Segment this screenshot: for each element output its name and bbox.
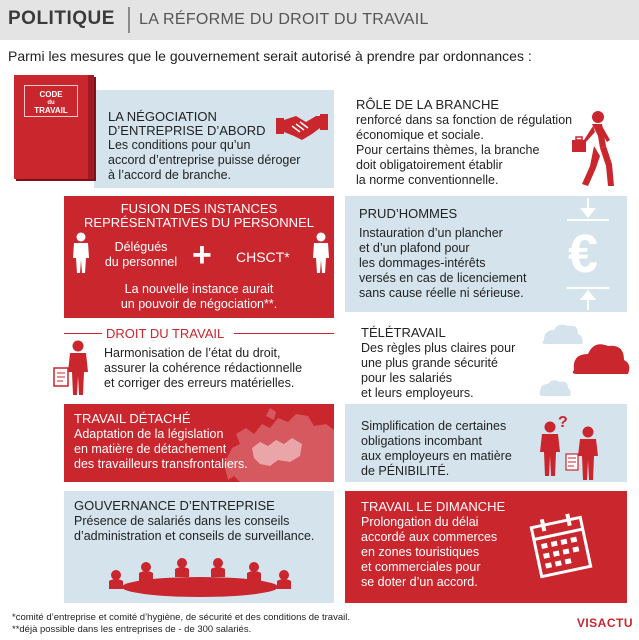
- walking-man-briefcase-icon: [568, 110, 616, 190]
- teletravail-body-line-3: pour les salariés: [361, 371, 453, 385]
- gouvernance-body-line-2: d’administration et conseils de surveillance.: [74, 529, 315, 543]
- worker-with-paper-icon: [564, 426, 604, 482]
- teletravail-body-line-1: Des règles plus claires pour: [361, 341, 516, 355]
- visactu-logo: [577, 616, 633, 630]
- dimanche-body-line-2: accordé aux commerces: [361, 530, 498, 544]
- penibilite-body-line-3: aux employeurs en matière: [361, 449, 512, 463]
- calendar-icon: [526, 510, 596, 584]
- fusion-title-line-2: REPRÉSENTATIVES DU PERSONNEL: [84, 215, 314, 230]
- gouvernance-body-line-1: Présence de salariés dans les conseils: [74, 514, 290, 528]
- fusion-title-line-1: FUSION DES INSTANCES: [120, 201, 278, 216]
- question-mark: ?: [558, 414, 568, 431]
- detache-body-line-3: des travailleurs transfrontaliers.: [74, 457, 248, 471]
- branche-body-line-5: la norme conventionnelle.: [356, 173, 499, 187]
- branche-body: [356, 113, 572, 188]
- penibilite-body-line-1: Simplification de certaines: [361, 419, 507, 433]
- prudhommes-body: [359, 226, 526, 301]
- board-meeting-icon: [100, 545, 300, 599]
- teletravail-body: [361, 341, 515, 401]
- header-divider: [128, 7, 130, 33]
- negociation-body-line-2: accord d’entreprise puisse déroger: [108, 153, 301, 167]
- branche-body-line-3: Pour certains thèmes, la branche: [356, 143, 540, 157]
- detache-body-line-2: en matière de détachement: [74, 442, 227, 456]
- negociation-title: [108, 110, 265, 138]
- prudhommes-body-line-4: versés en cas de licenciement: [359, 271, 527, 285]
- page-title: LA RÉFORME DU DROIT DU TRAVAIL: [139, 11, 429, 28]
- teletravail-body-line-2: une plus grande sécurité: [361, 356, 498, 370]
- branche-body-line-2: économique et sociale.: [356, 128, 484, 142]
- branche-body-line-1: renforcé dans sa fonction de régulation: [356, 113, 573, 127]
- plus-sign: +: [192, 236, 212, 274]
- negociation-body: [108, 138, 300, 183]
- delegues-line-2: du personnel: [104, 255, 178, 269]
- droit-body-line-2: assurer la cohérence rédactionnelle: [104, 361, 303, 375]
- dimanche-body-line-1: Prolongation du délai: [361, 515, 479, 529]
- droit-body-line-1: Harmonisation de l’état du droit,: [104, 346, 281, 360]
- droit-body-line-3: et corriger des erreurs matérielles.: [104, 376, 295, 390]
- footnote-1: *comité d’entreprise et comité d’hygiène, de sécurité et des conditions de travail.: [12, 612, 350, 623]
- chsct-label: CHSCT*: [236, 249, 290, 265]
- delegues-line-1: Délégués: [114, 240, 168, 254]
- fusion-note-line-2: un pouvoir de négociation**.: [120, 297, 278, 311]
- prudhommes-body-line-2: et d’un plafond pour: [359, 241, 470, 255]
- code-du-travail-book-icon: [14, 75, 94, 179]
- dimanche-body-line-3: en zones touristiques: [361, 545, 480, 559]
- delegue-person-icon: [72, 232, 90, 274]
- droit-body: [104, 346, 302, 391]
- chsct-person-icon: [312, 232, 330, 274]
- handshake-icon: [276, 104, 328, 148]
- logo-part-1: VIS: [576, 616, 598, 630]
- negociation-title-line-1: LA NÉGOCIATION: [108, 109, 217, 124]
- prudhommes-body-line-5: sans cause réelle ni sérieuse.: [359, 286, 524, 300]
- droit-divider-right: [234, 333, 334, 334]
- negociation-title-line-2: D’ENTREPRISE D’ABORD: [108, 123, 266, 138]
- prudhommes-body-line-3: les dommages-intérêts: [359, 256, 486, 270]
- dimanche-body: [361, 515, 497, 590]
- droit-divider-left: [64, 333, 102, 334]
- negociation-body-line-1: Les conditions pour qu’un: [108, 138, 251, 152]
- book-line-3: TRAVAIL: [34, 106, 68, 115]
- prudhommes-body-line-1: Instauration d’un plancher: [359, 226, 503, 240]
- teletravail-title: TÉLÉTRAVAIL: [361, 325, 446, 340]
- fusion-title: [64, 202, 334, 230]
- prudhommes-title: PRUD’HOMMES: [359, 206, 458, 221]
- cloud-icon: [534, 318, 634, 402]
- fusion-note: [64, 282, 334, 312]
- person-document-icon: [52, 340, 96, 396]
- dimanche-body-line-5: se doter d’un accord.: [361, 575, 478, 589]
- logo-part-2: ACTU: [597, 616, 633, 630]
- penibilite-body-line-4: de PÉNIBILITÉ.: [361, 464, 450, 478]
- delegues-label: [96, 240, 186, 270]
- book-label: [24, 85, 78, 117]
- penibilite-body-line-2: obligations incombant: [361, 434, 482, 448]
- category-label: POLITIQUE: [8, 8, 115, 29]
- detache-title: TRAVAIL DÉTACHÉ: [74, 411, 191, 426]
- branche-title: RÔLE DE LA BRANCHE: [356, 97, 500, 112]
- footnote-2: **déjà possible dans les entreprises de - de 300 salariés.: [12, 624, 252, 635]
- detache-body: [74, 427, 248, 472]
- dimanche-title: TRAVAIL LE DIMANCHE: [361, 499, 506, 514]
- detache-body-line-1: Adaptation de la législation: [74, 427, 224, 441]
- gouvernance-title: GOUVERNANCE D’ENTREPRISE: [74, 498, 275, 513]
- book-line-1: CODE: [39, 90, 63, 99]
- intro-text: Parmi les mesures que le gouvernement serait autorisé à prendre par ordonnances :: [8, 48, 532, 64]
- penibilite-body: [361, 419, 512, 479]
- negociation-body-line-3: à l’accord de branche.: [108, 168, 231, 182]
- book-line-2: du: [47, 100, 55, 106]
- teletravail-body-line-4: et leurs employeurs.: [361, 386, 474, 400]
- droit-title: DROIT DU TRAVAIL: [106, 326, 225, 341]
- gouvernance-body: [74, 514, 314, 544]
- euro-symbol: €: [568, 224, 599, 284]
- dimanche-body-line-4: et commerciales pour: [361, 560, 481, 574]
- fusion-note-line-1: La nouvelle instance aurait: [124, 282, 274, 296]
- branche-body-line-4: doit obligatoirement établir: [356, 158, 503, 172]
